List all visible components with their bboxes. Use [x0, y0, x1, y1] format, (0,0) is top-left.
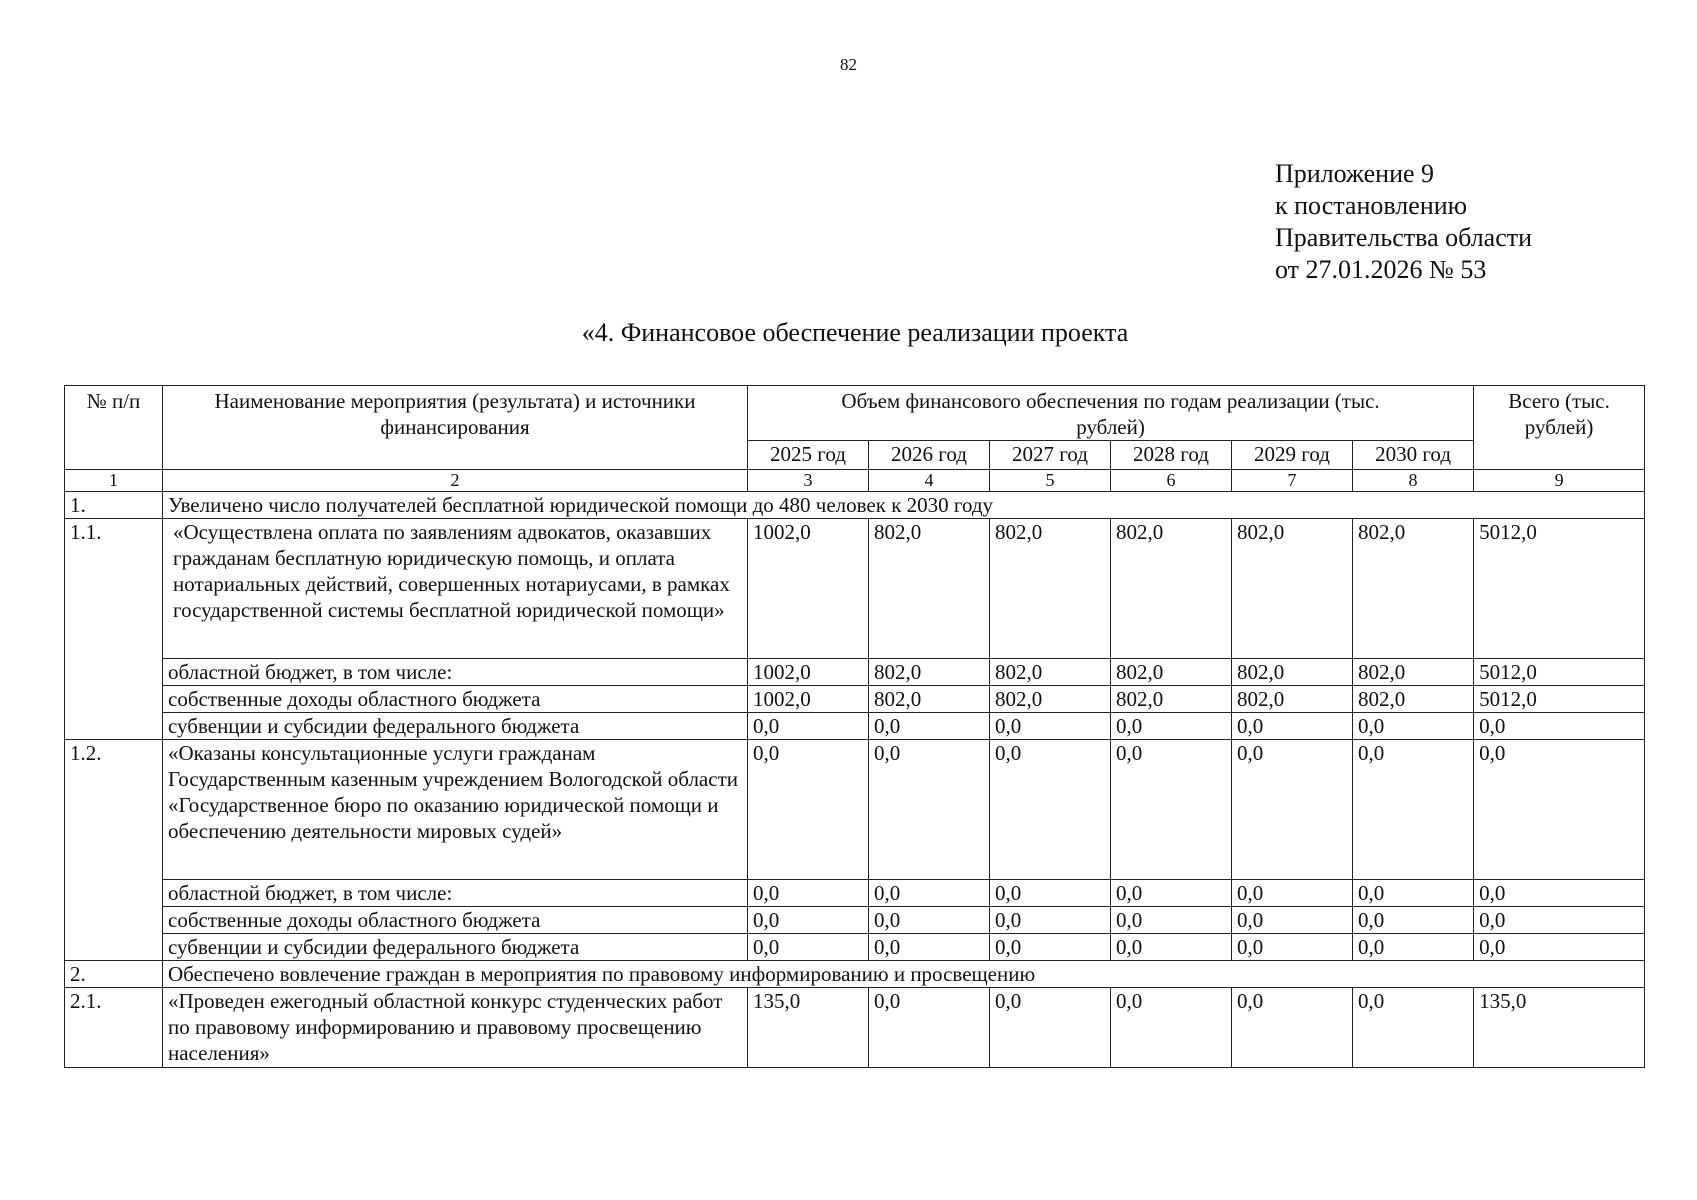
value-cell: 0,0	[1353, 713, 1474, 740]
value-cell: 0,0	[1232, 934, 1353, 961]
column-number: 2	[163, 470, 748, 492]
value-cell: 802,0	[990, 686, 1111, 713]
value-cell: 0,0	[1353, 740, 1474, 880]
value-cell: 0,0	[869, 907, 990, 934]
value-cell: 0,0	[990, 907, 1111, 934]
appendix-line: к постановлению	[1275, 191, 1468, 220]
header-total: Всего (тыс. рублей)	[1474, 386, 1645, 470]
value-cell: 0,0	[1474, 740, 1645, 880]
value-cell: 1002,0	[748, 659, 869, 686]
value-cell: 802,0	[1232, 659, 1353, 686]
header-volume: Объем финансового обеспечения по годам реализации (тыс. рублей)	[748, 386, 1474, 441]
value-cell: 0,0	[990, 934, 1111, 961]
value-cell: 802,0	[1232, 519, 1353, 659]
header-row	[65, 386, 1645, 441]
value-cell: 5012,0	[1474, 659, 1645, 686]
value-cell: 135,0	[1474, 988, 1645, 1068]
column-number: 4	[869, 470, 990, 492]
section-row	[65, 961, 1645, 988]
value-cell: 0,0	[1474, 713, 1645, 740]
source-row	[65, 907, 1645, 934]
value-cell: 802,0	[1232, 686, 1353, 713]
value-cell: 0,0	[869, 880, 990, 907]
value-cell: 5012,0	[1474, 686, 1645, 713]
value-cell: 802,0	[869, 519, 990, 659]
value-cell: 0,0	[1232, 907, 1353, 934]
appendix-reference	[1275, 158, 1532, 286]
column-number: 6	[1111, 470, 1232, 492]
value-cell: 802,0	[1353, 519, 1474, 659]
value-cell: 1002,0	[748, 519, 869, 659]
column-number: 9	[1474, 470, 1645, 492]
item-row	[65, 740, 1645, 880]
value-cell: 802,0	[1353, 659, 1474, 686]
header-year: 2027 год	[990, 441, 1111, 470]
section-number: 1.	[65, 492, 163, 519]
item-name: «Проведен ежегодный областной конкурс студенческих работ по правовому информированию и правовому просвещению населения»	[163, 988, 748, 1068]
section-title: Увеличено число получателей бесплатной юридической помощи до 480 человек к 2030 году	[163, 492, 1645, 519]
value-cell: 802,0	[869, 659, 990, 686]
source-row	[65, 880, 1645, 907]
value-cell: 0,0	[1232, 713, 1353, 740]
column-number-row	[65, 470, 1645, 492]
header-name: Наименование мероприятия (результата) и источники финансирования	[163, 386, 748, 470]
value-cell: 0,0	[1111, 988, 1232, 1068]
section-number: 2.	[65, 961, 163, 988]
value-cell: 5012,0	[1474, 519, 1645, 659]
item-row	[65, 519, 1645, 659]
page-number: 82	[840, 55, 857, 74]
value-cell: 0,0	[1111, 713, 1232, 740]
item-number: 2.1.	[65, 988, 163, 1068]
column-number: 5	[990, 470, 1111, 492]
value-cell: 0,0	[1232, 740, 1353, 880]
value-cell: 0,0	[1353, 880, 1474, 907]
source-row	[65, 713, 1645, 740]
appendix-line: Правительства области	[1275, 223, 1533, 252]
value-cell: 802,0	[1353, 686, 1474, 713]
value-cell: 0,0	[748, 740, 869, 880]
value-cell: 0,0	[1232, 988, 1353, 1068]
source-name: субвенции и субсидии федерального бюджета	[163, 934, 748, 961]
value-cell: 0,0	[869, 934, 990, 961]
value-cell: 802,0	[1111, 659, 1232, 686]
value-cell: 0,0	[1353, 907, 1474, 934]
source-name: субвенции и субсидии федерального бюджета	[163, 713, 748, 740]
column-number: 8	[1353, 470, 1474, 492]
header-year: 2030 год	[1353, 441, 1474, 470]
column-number: 3	[748, 470, 869, 492]
source-name: собственные доходы областного бюджета	[163, 686, 748, 713]
value-cell: 0,0	[1353, 934, 1474, 961]
header-year: 2029 год	[1232, 441, 1353, 470]
item-name: «Оказаны консультационные услуги гражданам Государственным казенным учреждением Вологодской области «Государственное бюро по оказанию юридической помощи и обеспечению деятельности мировых судей»	[163, 740, 748, 880]
value-cell: 0,0	[1111, 934, 1232, 961]
value-cell: 802,0	[1111, 686, 1232, 713]
value-cell: 802,0	[869, 686, 990, 713]
value-cell: 0,0	[748, 907, 869, 934]
financing-table	[64, 385, 1645, 1068]
value-cell: 0,0	[748, 934, 869, 961]
value-cell: 0,0	[990, 740, 1111, 880]
source-row	[65, 659, 1645, 686]
source-row	[65, 686, 1645, 713]
source-row	[65, 934, 1645, 961]
value-cell: 802,0	[990, 659, 1111, 686]
value-cell: 802,0	[990, 519, 1111, 659]
value-cell: 0,0	[1353, 988, 1474, 1068]
item-row	[65, 988, 1645, 1068]
value-cell: 0,0	[990, 713, 1111, 740]
item-name: «Осуществлена оплата по заявлениям адвокатов, оказавших гражданам бесплатную юридическую помощь, и оплата нотариальных действий, совершенных нотариусами, в рамках государственной системы бесплатной юридической помощи»	[163, 519, 748, 659]
value-cell: 0,0	[1474, 907, 1645, 934]
value-cell: 0,0	[869, 988, 990, 1068]
value-cell: 0,0	[1474, 934, 1645, 961]
value-cell: 1002,0	[748, 686, 869, 713]
value-cell: 0,0	[1111, 880, 1232, 907]
source-name: областной бюджет, в том числе:	[163, 880, 748, 907]
source-name: собственные доходы областного бюджета	[163, 907, 748, 934]
value-cell: 135,0	[748, 988, 869, 1068]
value-cell: 0,0	[748, 880, 869, 907]
value-cell: 0,0	[748, 713, 869, 740]
header-year: 2026 год	[869, 441, 990, 470]
document-title: «4. Финансовое обеспечение реализации проекта	[581, 318, 1129, 347]
value-cell: 0,0	[1111, 907, 1232, 934]
column-number: 1	[65, 470, 163, 492]
item-number: 1.1.	[65, 519, 163, 740]
item-number: 1.2.	[65, 740, 163, 961]
header-year: 2028 год	[1111, 441, 1232, 470]
value-cell: 802,0	[1111, 519, 1232, 659]
header-year: 2025 год	[748, 441, 869, 470]
source-name: областной бюджет, в том числе:	[163, 659, 748, 686]
section-row	[65, 492, 1645, 519]
column-number: 7	[1232, 470, 1353, 492]
value-cell: 0,0	[869, 740, 990, 880]
value-cell: 0,0	[869, 713, 990, 740]
value-cell: 0,0	[1111, 740, 1232, 880]
value-cell: 0,0	[1474, 880, 1645, 907]
section-title: Обеспечено вовлечение граждан в мероприятия по правовому информированию и просвещению	[163, 961, 1645, 988]
value-cell: 0,0	[990, 988, 1111, 1068]
header-no: № п/п	[65, 386, 163, 470]
appendix-line: Приложение 9	[1275, 159, 1435, 188]
appendix-line: от 27.01.2026 № 53	[1275, 255, 1487, 284]
value-cell: 0,0	[1232, 880, 1353, 907]
value-cell: 0,0	[990, 880, 1111, 907]
